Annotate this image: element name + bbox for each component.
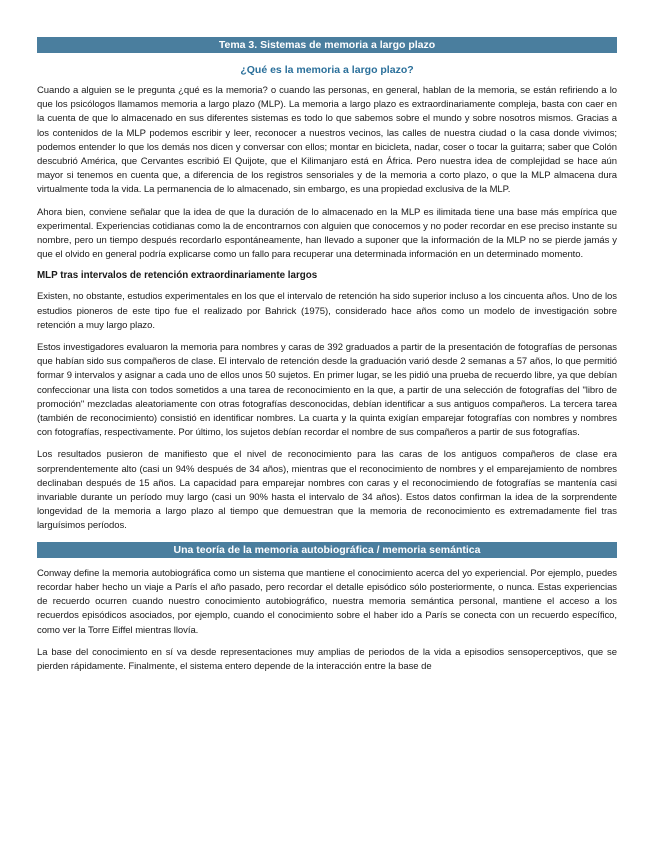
paragraph: Ahora bien, conviene señalar que la idea de que la duración de lo almacenado en la MLP es ilimitada tiene una base más empírica que experimental. Experiencias cotidianas como la de encontrarnos con alguien que conocemos y no poder recordar en ese preciso instante su nombre, pero un tiempo después recordarlo espontáneamente, han llevado a suponer que la información de la MLP no se pierde jamás y que el olvido en general podría explicarse como un fallo para recuperar una determinada información en un determinado momento. bbox=[37, 206, 617, 261]
section-banner: Una teoría de la memoria autobiográfica / memoria semántica bbox=[37, 542, 617, 558]
paragraph: Cuando a alguien se le pregunta ¿qué es la memoria? o cuando las personas, en general, hablan de la memoria, se están refiriendo a lo que los psicólogos llamamos memoria a largo plazo (MLP). La memoria a largo plazo es extraordinariamente compleja, basta con caer en la cuenta de que lo almacenado en sus diferentes sistemas es todo lo que sabemos sobre el mundo y sobre nosotros mismos. Gracias a los contenidos de la MLP podemos escribir y leer, reconocer a nuestros vecinos, las calles de nuestra ciudad o la casa donde vivimos; podemos entender lo que los demás nos dicen y conversar con ellos; montar en bicicleta, nadar, coser o tocar la guitarra; saber que Colón descubrió América, que Cervantes escribió El Quijote, que el Kilimanjaro está en África. Pero nuestra idea de complejidad se hace aún mayor si tenemos en cuenta que, a diferencia de los registros sensoriales y de la memoria a corto plazo, o que la MLP almacena dura virtualmente toda la vida. La permanencia de lo almacenado, sin embargo, es una propiedad exclusiva de la MLP. bbox=[37, 85, 617, 196]
section-subtitle: ¿Qué es la memoria a largo plazo? bbox=[240, 64, 414, 76]
paragraph: Conway define la memoria autobiográfica como un sistema que mantiene el conocimiento acerca del yo experiencial. Por ejemplo, puedes recordar haber hecho un viaje a París el año pasado, pero recordar el detalle episódico sólo posteriormente, o nunca. Estas experiencias de recuerdo ocurren cuando nuestro conocimiento autobiográfico, nuestra memoria semántica personal, mantiene el acceso a los recuerdos episódicos asociados, por ejemplo, cuando el conocimiento sobre el haber ido a París se conecta con un recuerdo específico, como ver la Torre Eiffel mientras llovía. bbox=[37, 567, 617, 636]
paragraph: La base del conocimiento en sí va desde representaciones muy amplias de periodos de la vida a episodios sensoperceptivos, que se pierden rápidamente. Finalmente, el sistema entero depende de la interacción entre la base de bbox=[37, 646, 617, 672]
chapter-title-banner: Tema 3. Sistemas de memoria a largo plazo bbox=[37, 37, 617, 53]
document-page bbox=[37, 37, 617, 682]
paragraph: Los resultados pusieron de manifiesto que el nivel de reconocimiento para las caras de los antiguos compañeros de clase era sorprendentemente alto (casi un 94% después de 34 años), mientras que el reconocimiento de nombres y el emparejamiento de nombres declinaban después de 15 años. La capacidad para emparejar nombres con caras y el reconocimiendo de fotografías se mantenía casi invariable durante un período muy largo (casi un 90% hasta el intervalo de 34 años). Estos datos confirman la idea de la sorprendente longevidad de la memoria a largo plazo al tiempo que demuestran que la memoria de reconocimiento es extremadamente fiel tras larguísimos períodos. bbox=[37, 449, 617, 532]
paragraph: Existen, no obstante, estudios experimentales en los que el intervalo de retención ha sido superior incluso a los cincuenta años. Uno de los estudios pioneros de este tipo fue el realizado por Bahrick (1975), considerado hace años como un modelo de investigación sobre retención a muy largo plazo. bbox=[37, 291, 617, 331]
section-heading: MLP tras intervalos de retención extraordinariamente largos bbox=[37, 270, 318, 282]
paragraph: Estos investigadores evaluaron la memoria para nombres y caras de 392 graduados a partir de la presentación de fotografías de personas que habían sido sus compañeros de clase. El intervalo de retención desde la graduación varió desde 2 semanas a 57 años, lo que permitió formar 9 intervalos y asignar a cada uno de ellos unos 50 sujetos. En primer lugar, se les pidió una prueba de recuerdo libre, ya que debían confeccionar una lista con todos sometidos a una tarea de reconocimiento en la que, a partir de una selección de fotografías del "libro de promoción" mezcladas aleatoriamente con otras fotografías desconocidas, debían identificar a sus antiguos compañeros. La tercera tarea (también de reconocimiento) consistió en identificar nombres. La cuarta y la quinta exigían emparejar fotografías con nombres y nombres con fotografías, respectivamente. Por último, los sujetos debían recordar el nombre de sus compañeros a partir de sus fotografías. bbox=[37, 342, 617, 439]
